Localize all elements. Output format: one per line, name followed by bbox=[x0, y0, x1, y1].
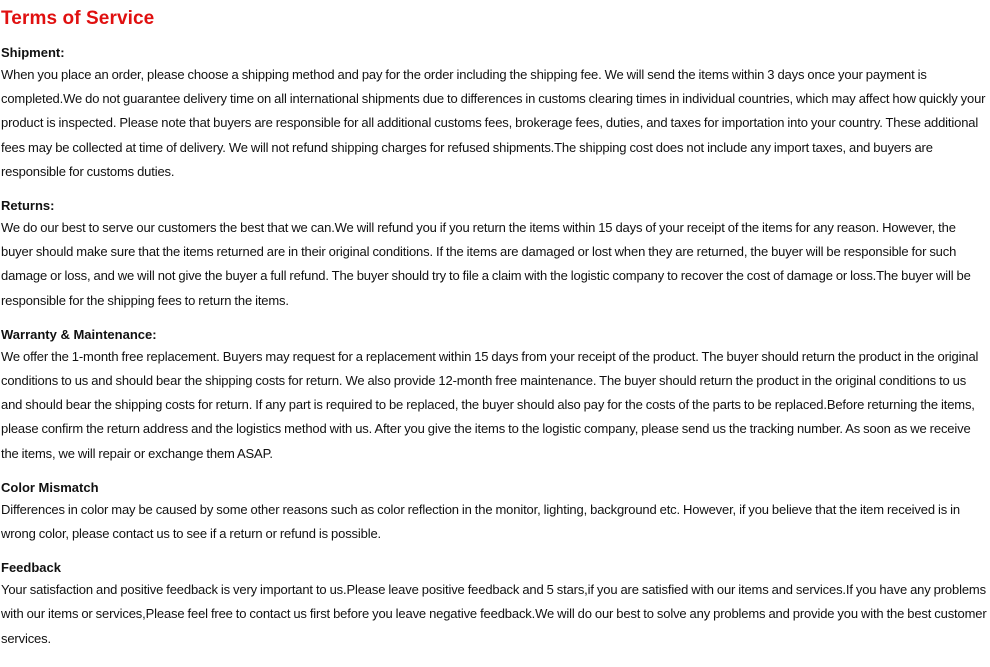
section-heading-color-mismatch: Color Mismatch bbox=[1, 479, 99, 495]
section-body-color-mismatch: Differences in color may be caused by some other reasons such as color reflection in the monitor, lighting, background etc. However, if you believe that the item received is in wrong color, please contact us to see if a return or refund is possible. bbox=[1, 501, 960, 542]
section-body-shipment: When you place an order, please choose a shipping method and pay for the order including the shipping fee. We will send the items within 3 days once your payment is completed.We do not guarantee delivery time on all international shipments due to differences in customs clearing times in individual countries, which may affect how quickly your product is inspected. Please note that buyers are responsible for all additional customs fees, brokerage fees, duties, and taxes for importation into your country. These additional fees may be collected at time of delivery. We will not refund shipping charges for refused shipments.The shipping cost does not include any import taxes, and buyers are responsible for customs duties. bbox=[1, 67, 986, 179]
section-heading-feedback: Feedback bbox=[1, 560, 61, 576]
section-body-warranty: We offer the 1-month free replacement. Buyers may request for a replacement within 15 days from your receipt of the product. The buyer should return the product in the original conditions to us and should bear the shipping costs for return. We also provide 12-month free maintenance. The buyer should return the product in the original conditions to us and should bear the shipping costs for return. If any part is required to be replaced, the buyer should also pay for the costs of the parts to be replaced.Before returning the items, please confirm the return address and the logistics method with us. After you give the items to the logistic company, please send us the tracking number. As soon as we receive the items, we will repair or exchange them ASAP. bbox=[1, 348, 979, 461]
page-title: Terms of Service bbox=[1, 8, 155, 29]
section-heading-warranty: Warranty & Maintenance: bbox=[1, 326, 157, 342]
section-heading-shipment: Shipment: bbox=[1, 45, 65, 60]
section-returns bbox=[1, 196, 990, 313]
section-heading-returns: Returns: bbox=[1, 198, 55, 214]
section-body-returns: We do our best to serve our customers the best that we can.We will refund you if you return the items within 15 days of your receipt of the items for any reason. However, the buyer should make sure that the items returned are in their original conditions. If the items are damaged or lost when they are returned, the buyer will be responsible for such damage or loss, and we will not give the buyer a full refund. The buyer should try to file a claim with the logistic company to recover the cost of damage or loss.The buyer will be responsible for the shipping fees to return the items. bbox=[1, 220, 971, 308]
section-feedback bbox=[1, 558, 990, 651]
section-shipment bbox=[1, 43, 990, 184]
section-color-mismatch bbox=[1, 478, 990, 546]
section-body-feedback: Your satisfaction and positive feedback is very important to us.Please leave positive feedback and 5 stars,if you are satisfied with our items and services.If you have any problems with our items or services,Please feel free to contact us first before you leave negative feedback.We will do our best to solve any problems and provide you with the best customer services. bbox=[1, 582, 987, 646]
section-warranty bbox=[1, 325, 990, 466]
